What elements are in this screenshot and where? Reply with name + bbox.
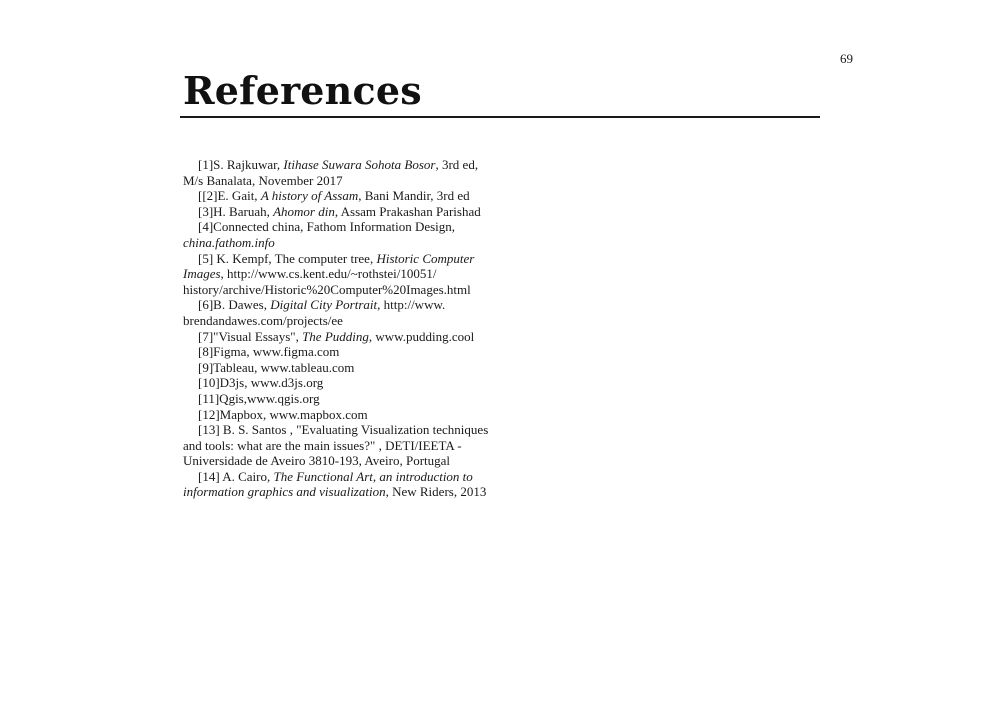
reference-line — [183, 344, 503, 360]
reference-item — [183, 469, 503, 500]
reference-title-text: The Functional Art, an introduction to — [273, 468, 473, 484]
reference-title-text: china.fathom.info — [183, 234, 275, 250]
reference-text: history/archive/Historic%20Computer%20Images.html — [183, 281, 471, 297]
reference-line — [183, 235, 503, 251]
reference-title-text: Images — [183, 266, 221, 282]
reference-text: , Assam Prakashan Parishad — [334, 203, 481, 219]
reference-item — [183, 422, 503, 469]
reference-title-text: Historic Computer — [376, 250, 475, 266]
reference-line — [183, 297, 503, 313]
reference-item — [183, 297, 503, 328]
reference-text: [14] A. Cairo, — [198, 468, 274, 484]
reference-item — [183, 407, 503, 423]
reference-item — [183, 360, 503, 376]
reference-text: [[2]E. Gait, — [198, 188, 261, 204]
reference-text: [10]D3js, www.d3js.org — [198, 375, 324, 391]
reference-title-text: Ahomor din — [273, 203, 335, 219]
reference-line — [183, 313, 503, 329]
reference-line — [183, 391, 503, 407]
reference-item — [183, 391, 503, 407]
reference-text: [6]B. Dawes, — [198, 297, 271, 313]
reference-line — [183, 438, 503, 454]
reference-line — [183, 360, 503, 376]
reference-title-text: Itihase Suwara Sohota Bosor — [283, 157, 436, 172]
reference-line — [183, 157, 503, 173]
page-title: References — [183, 68, 422, 113]
reference-text: [8]Figma, www.figma.com — [198, 344, 340, 360]
reference-title-text: A history of Assam — [260, 188, 359, 204]
reference-title-text: Digital City Portrait — [270, 297, 378, 313]
reference-text: , http://www. — [377, 297, 446, 313]
reference-text: [7]"Visual Essays", — [198, 328, 303, 344]
reference-text: , www.pudding.cool — [368, 328, 475, 344]
reference-text: brendandawes.com/projects/ee — [183, 312, 343, 328]
reference-text: Universidade de Aveiro 3810-193, Aveiro, Portugal — [183, 453, 451, 469]
reference-text: , 3rd ed, — [435, 157, 479, 172]
reference-line — [183, 375, 503, 391]
reference-item — [183, 375, 503, 391]
reference-text: [12]Mapbox, www.mapbox.com — [198, 406, 368, 422]
reference-line — [183, 453, 503, 469]
reference-item — [183, 219, 503, 250]
reference-text: and tools: what are the main issues?" , DETI/IEETA - — [183, 437, 462, 453]
title-divider — [180, 116, 820, 118]
reference-item — [183, 329, 503, 345]
reference-item — [183, 251, 503, 298]
reference-text: [9]Tableau, www.tableau.com — [198, 359, 355, 375]
reference-text: [1]S. Rajkuwar, — [198, 157, 284, 172]
reference-list — [183, 157, 503, 500]
reference-text: [3]H. Baruah, — [198, 203, 274, 219]
reference-text: [13] B. S. Santos , "Evaluating Visualization techniques — [198, 422, 489, 438]
reference-line — [183, 266, 503, 282]
reference-line — [183, 484, 503, 500]
reference-line — [183, 407, 503, 423]
reference-title-text: information graphics and visualization — [183, 484, 386, 500]
reference-line — [183, 469, 503, 485]
reference-item — [183, 188, 503, 204]
reference-line — [183, 251, 503, 267]
reference-item — [183, 157, 503, 188]
reference-text: [5] K. Kempf, The computer tree, — [198, 250, 377, 266]
reference-title-text: The Pudding — [302, 328, 369, 344]
reference-line — [183, 282, 503, 298]
reference-line — [183, 173, 503, 189]
reference-text: [11]Qgis,www.qgis.org — [198, 390, 320, 406]
reference-text: , http://www.cs.kent.edu/~rothstei/10051/ — [220, 266, 437, 282]
reference-item — [183, 204, 503, 220]
reference-line — [183, 188, 503, 204]
reference-line — [183, 204, 503, 220]
reference-text: , New Riders, 2013 — [385, 484, 487, 500]
reference-line — [183, 422, 503, 438]
reference-line — [183, 219, 503, 235]
reference-item — [183, 344, 503, 360]
reference-text: , Bani Mandir, 3rd ed — [358, 188, 470, 204]
page-number: 69 — [840, 51, 853, 66]
reference-text: M/s Banalata, November 2017 — [183, 172, 343, 188]
reference-text: [4]Connected china, Fathom Information Design, — [198, 219, 456, 235]
reference-line — [183, 329, 503, 345]
